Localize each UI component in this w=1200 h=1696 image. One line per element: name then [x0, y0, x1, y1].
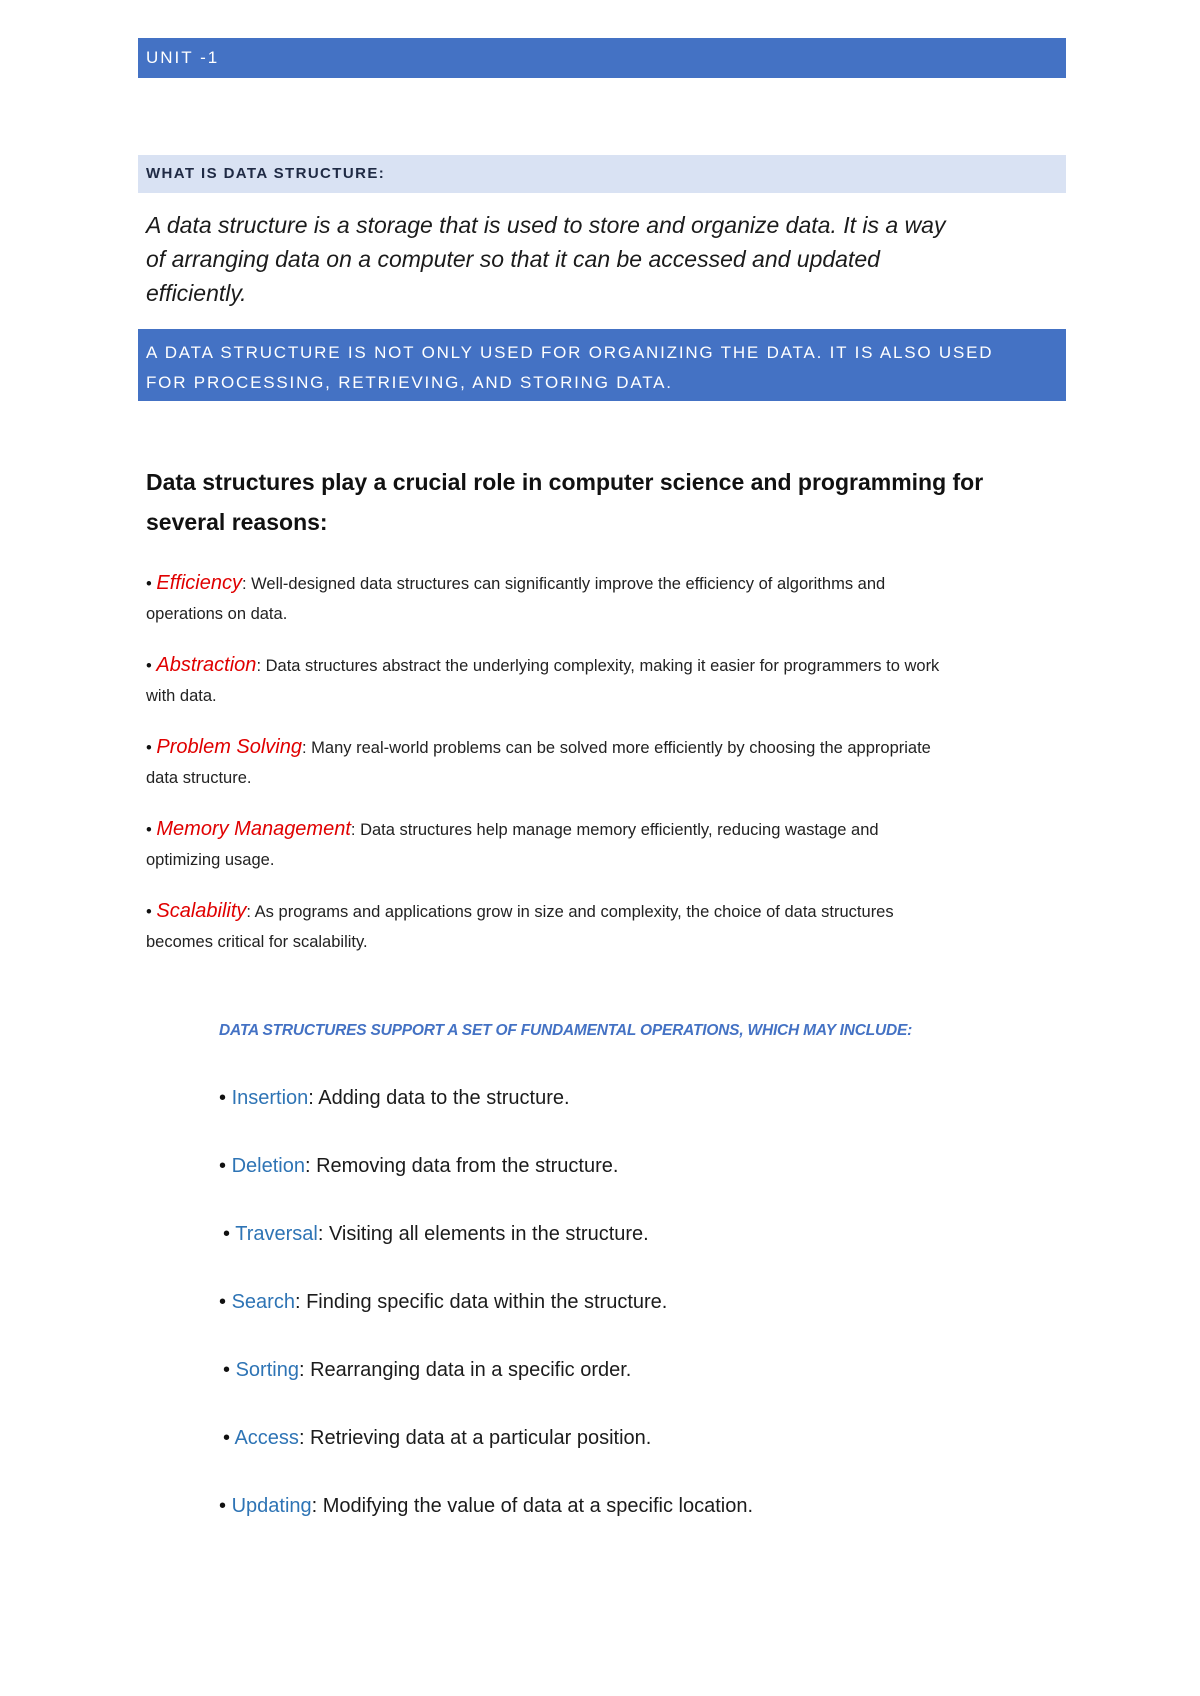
- reason-term: Efficiency: [156, 572, 242, 594]
- operation-text: : Removing data from the structure.: [304, 1155, 619, 1177]
- reason-text-continued: optimizing usage.: [146, 851, 275, 869]
- operation-term: Search: [231, 1291, 295, 1313]
- operation-text: : Modifying the value of data at a specific location.: [311, 1495, 754, 1517]
- bullet-icon: •: [223, 1223, 231, 1245]
- reason-text: : Data structures help manage memory efficiently, reducing wastage and: [350, 821, 879, 839]
- operation-term: Insertion: [231, 1087, 309, 1109]
- bullet-icon: •: [223, 1359, 231, 1381]
- reason-text-continued: with data.: [146, 687, 217, 705]
- callout-line: A DATA STRUCTURE IS NOT ONLY USED FOR ORGANIZING THE DATA. IT IS ALSO USED: [146, 343, 994, 362]
- operation-text: : Retrieving data at a particular position.: [298, 1427, 652, 1449]
- reasons-heading: [146, 462, 1056, 542]
- callout-line: FOR PROCESSING, RETRIEVING, AND STORING DATA.: [146, 373, 673, 392]
- operation-term: Sorting: [235, 1359, 299, 1381]
- operation-item-traversal: [223, 1219, 649, 1249]
- bullet-icon: •: [223, 1427, 231, 1449]
- reason-term: Problem Solving: [156, 736, 302, 758]
- operation-text: : Rearranging data in a specific order.: [298, 1359, 632, 1381]
- reason-text: : Data structures abstract the underlying complexity, making it easier for programmers to work: [256, 657, 940, 675]
- operation-term: Access: [234, 1427, 299, 1449]
- operation-text: : Adding data to the structure.: [308, 1087, 570, 1109]
- operation-item-insertion: [219, 1083, 570, 1113]
- bullet-icon: •: [146, 657, 152, 675]
- definition-line: of arranging data on a computer so that it can be accessed and updated: [146, 246, 880, 272]
- reason-text: : As programs and applications grow in size and complexity, the choice of data structures: [246, 903, 894, 921]
- bullet-icon: •: [219, 1495, 227, 1517]
- operation-text: : Finding specific data within the structure.: [294, 1291, 668, 1313]
- reason-text: : Well-designed data structures can significantly improve the efficiency of algorithms and: [241, 575, 886, 593]
- operation-item-updating: [219, 1491, 753, 1521]
- reason-term: Abstraction: [156, 654, 257, 676]
- operation-item-sorting: [223, 1355, 631, 1385]
- operation-item-search: [219, 1287, 667, 1317]
- operation-term: Traversal: [235, 1223, 318, 1245]
- reason-item-problem-solving: [146, 732, 1066, 793]
- section-heading: [138, 155, 1066, 193]
- callout-banner: [138, 329, 1066, 401]
- reason-item-memory-management: [146, 814, 1066, 875]
- operations-heading: DATA STRUCTURES SUPPORT A SET OF FUNDAMENTAL OPERATIONS, WHICH MAY INCLUDE:: [219, 1022, 913, 1039]
- reason-text-continued: operations on data.: [146, 605, 288, 623]
- operation-item-deletion: [219, 1151, 618, 1181]
- definition-line: A data structure is a storage that is used to store and organize data. It is a way: [146, 212, 946, 238]
- reason-term: Scalability: [156, 900, 247, 922]
- reason-text-continued: data structure.: [146, 769, 252, 787]
- operation-term: Deletion: [231, 1155, 305, 1177]
- operation-text: : Visiting all elements in the structure.: [317, 1223, 649, 1245]
- reason-item-efficiency: [146, 568, 1066, 629]
- bullet-icon: •: [219, 1291, 227, 1313]
- unit-label: UNIT -1: [146, 48, 220, 67]
- operation-term: Updating: [231, 1495, 312, 1517]
- reason-item-scalability: [146, 896, 1066, 957]
- bullet-icon: •: [146, 903, 152, 921]
- bullet-icon: •: [219, 1087, 227, 1109]
- reasons-heading-line: several reasons:: [146, 509, 328, 535]
- operation-item-access: [223, 1423, 651, 1453]
- reasons-heading-line: Data structures play a crucial role in computer science and programming for: [146, 469, 984, 495]
- bullet-icon: •: [219, 1155, 227, 1177]
- reason-text: : Many real-world problems can be solved more efficiently by choosing the appropriate: [302, 739, 931, 757]
- reason-term: Memory Management: [156, 818, 351, 840]
- definition-paragraph: [146, 208, 1056, 310]
- bullet-icon: •: [146, 739, 152, 757]
- reason-text-continued: becomes critical for scalability.: [146, 933, 368, 951]
- reason-item-abstraction: [146, 650, 1066, 711]
- definition-line: efficiently.: [146, 280, 247, 306]
- bullet-icon: •: [146, 575, 152, 593]
- section-heading-text: WHAT IS DATA STRUCTURE:: [146, 165, 386, 182]
- unit-banner: [138, 38, 1066, 78]
- bullet-icon: •: [146, 821, 152, 839]
